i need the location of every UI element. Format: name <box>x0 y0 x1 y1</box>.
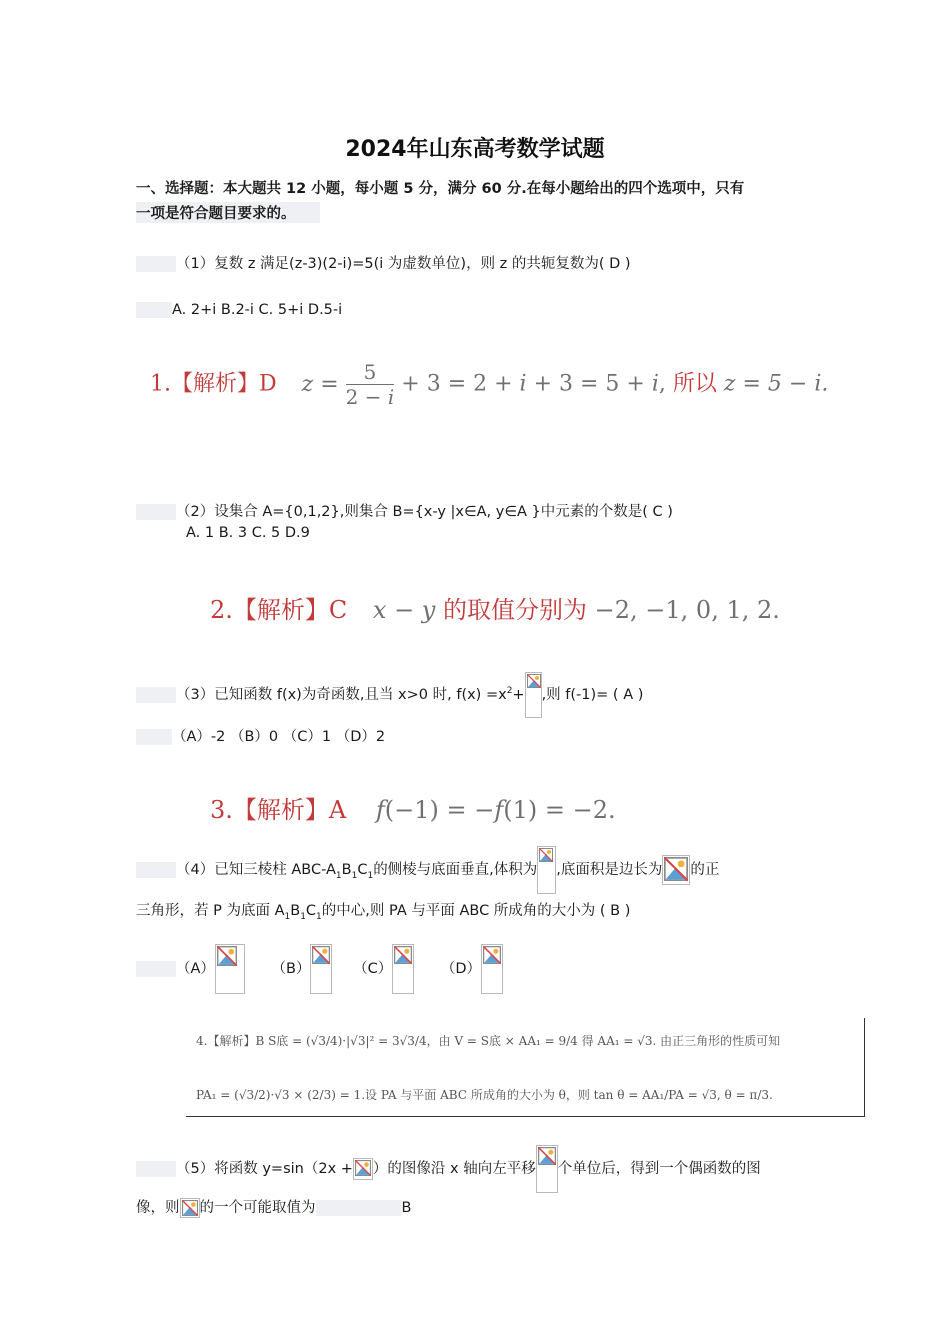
question-3-stem: （3）已知函数 f(x)为奇函数,且当 x>0 时, $f(x) =x^2+$ ,则 f(-1)= ( A ) <box>136 672 643 718</box>
broken-image-icon <box>662 855 690 885</box>
question-4-text-d: 的正 <box>690 862 720 878</box>
solution-4 <box>186 1018 865 1117</box>
option-d-label: （D） <box>440 961 481 977</box>
question-4-text-b: 的侧棱与底面垂直,体积为 <box>373 862 538 878</box>
option-c-label: （C） <box>353 961 393 977</box>
question-3-options-text: （A）-2 （B）0 （C）1 （D）2 <box>172 729 386 745</box>
question-5-text-c: 个单位后，得到一个偶函数的图 <box>557 1161 761 1177</box>
broken-image-icon <box>215 944 245 994</box>
question-3-options <box>136 725 385 746</box>
question-2-options: A. 1 B. 3 C. 5 D.9 <box>186 525 310 541</box>
question-5-text-b: ）的图像沿 x 轴向左平移 <box>372 1161 536 1177</box>
solution-2-label: 2.【解析】C <box>210 596 348 624</box>
question-5-text-d: 像，则 <box>136 1200 180 1216</box>
question-1-text: （1）复数 z 满足(z-3)(2-i)=5(i 为虚数单位)，则 z 的共轭复数为( D ) <box>176 256 631 272</box>
solution-4-line1: 4.【解析】B S底 = (√3/4)·|√3|² = 3√3/4，由 V = S底 × AA₁ = 9/4 得 AA₁ = √3. 由正三角形的性质可知 <box>196 1034 781 1048</box>
solution-4-line2: PA₁ = (√3/2)·√3 × (2/3) = 1.设 PA 与平面 ABC 所成角的大小为 θ，则 tan θ = AA₁/PA = √3, θ = π/3. <box>196 1088 773 1102</box>
broken-image-icon <box>536 1145 558 1193</box>
question-4-options <box>136 944 503 994</box>
question-4-stem-line1: （4）已知三棱柱 ABC-$A_1B_1C_1$的侧棱与底面垂直,体积为 ,底面积是边长为 的正 <box>136 846 719 894</box>
broken-image-icon <box>525 672 542 718</box>
solution-3: 3.【解析】A f(−1) = −f(1) = −2. <box>210 796 616 824</box>
section-header-text: 一项是符合题目要求的。 <box>136 202 320 223</box>
section-header-line1: 一、选择题：本大题共 12 小题，每小题 5 分，满分 60 分.在每小题给出的四个选项中，只有 <box>136 181 745 197</box>
broken-image-icon <box>537 846 556 894</box>
broken-image-icon <box>353 1158 373 1180</box>
solution-1-label: 1.【解析】D <box>150 371 277 397</box>
question-5-stem-line2 <box>136 1196 411 1218</box>
question-2-stem <box>136 500 673 521</box>
broken-image-icon <box>310 944 332 994</box>
question-4-text-c: ,底面积是边长为 <box>556 862 663 878</box>
question-3-text-a: （3）已知函数 f(x)为奇函数,且当 x>0 时, f(x) =x <box>176 687 507 703</box>
question-5-text-a: （5）将函数 y=sin（2x + <box>176 1161 353 1177</box>
question-4-text-a: （4）已知三棱柱 ABC-A <box>176 862 336 878</box>
option-b-label: （B） <box>271 961 311 977</box>
question-2-text: （2）设集合 A={0,1,2},则集合 B={x-y |x∈A, y∈A }中元素的个数是( C ) <box>176 504 673 520</box>
question-5-stem-line1 <box>136 1145 761 1193</box>
broken-image-icon <box>180 1198 200 1218</box>
solution-2: 2.【解析】C x − y 的取值分别为 −2, −1, 0, 1, 2. <box>210 596 780 624</box>
question-3-text-b: ,则 f(-1)= ( A ) <box>541 687 644 703</box>
question-4-stem-line2: 三角形，若 P 为底面 $A_1B_1C_1$的中心,则 PA 与平面 ABC 所成角的大小为 ( B ) <box>136 903 631 922</box>
page-title: 2024年山东高考数学试题 <box>345 137 605 162</box>
section-header-line2 <box>136 202 320 223</box>
option-a-label: （A） <box>176 961 215 977</box>
solution-1: 1.【解析】D z = $\frac{5}{2 - i}$ + 3 = 2 + i + 3 = 5 + i, 所以 z = 5 − i. <box>150 360 829 409</box>
broken-image-icon <box>481 944 503 994</box>
solution-3-label: 3.【解析】A <box>210 796 347 824</box>
question-4-text-f: 的中心,则 PA 与平面 ABC 所成角的大小为 ( B ) <box>321 903 631 919</box>
question-1-options <box>136 302 342 318</box>
broken-image-icon <box>392 944 414 994</box>
question-5-answer: B <box>401 1200 412 1216</box>
question-1-stem <box>136 252 631 273</box>
question-4-text-e: 三角形，若 P 为底面 A <box>136 903 285 919</box>
question-5-text-e: 的一个可能取值为 <box>199 1200 316 1216</box>
question-1-options-text: A. 2+i B.2-i C. 5+i D.5-i <box>172 302 343 318</box>
